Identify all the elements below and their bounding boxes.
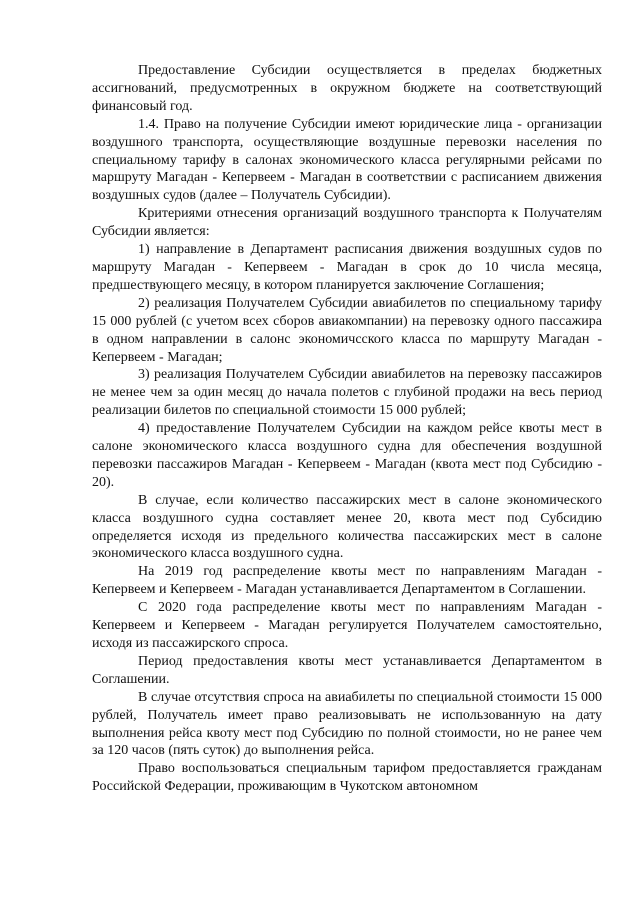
paragraph-criteria-intro: Критериями отнесения организаций воздушного транспорта к Получателям Субсидии является: xyxy=(92,206,602,240)
document-page xyxy=(92,62,602,796)
paragraph-quota-period: Период предоставления квоты мест устанавливается Департаментом в Соглашении. xyxy=(92,653,602,687)
paragraph-unused-quota: В случае отсутствия спроса на авиабилеты по специальной стоимости 15 000 рублей, Получатель имеет право реализовывать не использованную на дату выполнения рейса квоту мест под Субсидию по полной стоимости, но не ранее чем за 120 часов (пять суток) до выполнения рейса. xyxy=(92,689,602,759)
paragraph-budget-limits: Предоставление Субсидии осуществляется в пределах бюджетных ассигнований, предусмотренных в окружном бюджете на соответствующий финансовый год. xyxy=(92,63,602,114)
paragraph-1-4-eligibility: 1.4. Право на получение Субсидии имеют юридические лица - организации воздушного транспорта, осуществляющие воздушные перевозки населения по специальному тарифу в салонах экономического класса регулярными рейсами по маршруту Магадан - Кепервеем - Магадан в соответствии с расписанием движения воздушных судов (далее – Получатель Субсидии). xyxy=(92,116,602,204)
criterion-3-advance-sales: 3) реализация Получателем Субсидии авиабилетов на перевозку пассажиров не менее чем за один месяц до начала полетов с глубиной продажи на весь период реализации билетов по специальной стоимости 15 000 рублей; xyxy=(92,367,602,419)
paragraph-tariff-eligibility: Право воспользоваться специальным тарифом предоставляется гражданам Российской Федерации, проживающим в Чукотском автономном xyxy=(92,761,602,795)
paragraph-quota-2020: С 2020 года распределение квоты мест по направлениям Магадан - Кепервеем и Кепервеем - Магадан регулируется Получателем самостоятельно, исходя из пассажирского спроса. xyxy=(92,600,602,651)
criterion-4-seat-quota: 4) предоставление Получателем Субсидии на каждом рейсе квоты мест в салоне экономического класса воздушного судна для обеспечения воздушной перевозки пассажиров Магадан - Кепервеем - Магадан (квота мест под Субсидию - 20). xyxy=(92,421,602,490)
criterion-2-special-tariff: 2) реализация Получателем Субсидии авиабилетов по специальному тарифу 15 000 рублей (с учетом всех сборов авиакомпании) на перевозку одного пассажира в одном направлении в салонс экономичсского класса по маршруту Магадан - Кепервеем - Магадан; xyxy=(92,295,602,365)
paragraph-quota-under-20: В случае, если количество пассажирских мест в салоне экономического класса воздушного судна составляет менее 20, квота мест под Субсидию определяется исходя из предельного количества пассажирских мест в салоне экономического класса воздушного судна. xyxy=(92,492,602,562)
paragraph-quota-2019: На 2019 год распределение квоты мест по направлениям Магадан - Кепервеем и Кепервеем - Магадан устанавливается Департаментом в Соглашении. xyxy=(92,564,602,598)
criterion-1-schedule: 1) направление в Департамент расписания движения воздушных судов по маршруту Магадан - Кепервеем - Магадан в срок до 10 числа месяца, предшествующего месяцу, в котором планируется заключение Соглашения; xyxy=(92,242,602,293)
